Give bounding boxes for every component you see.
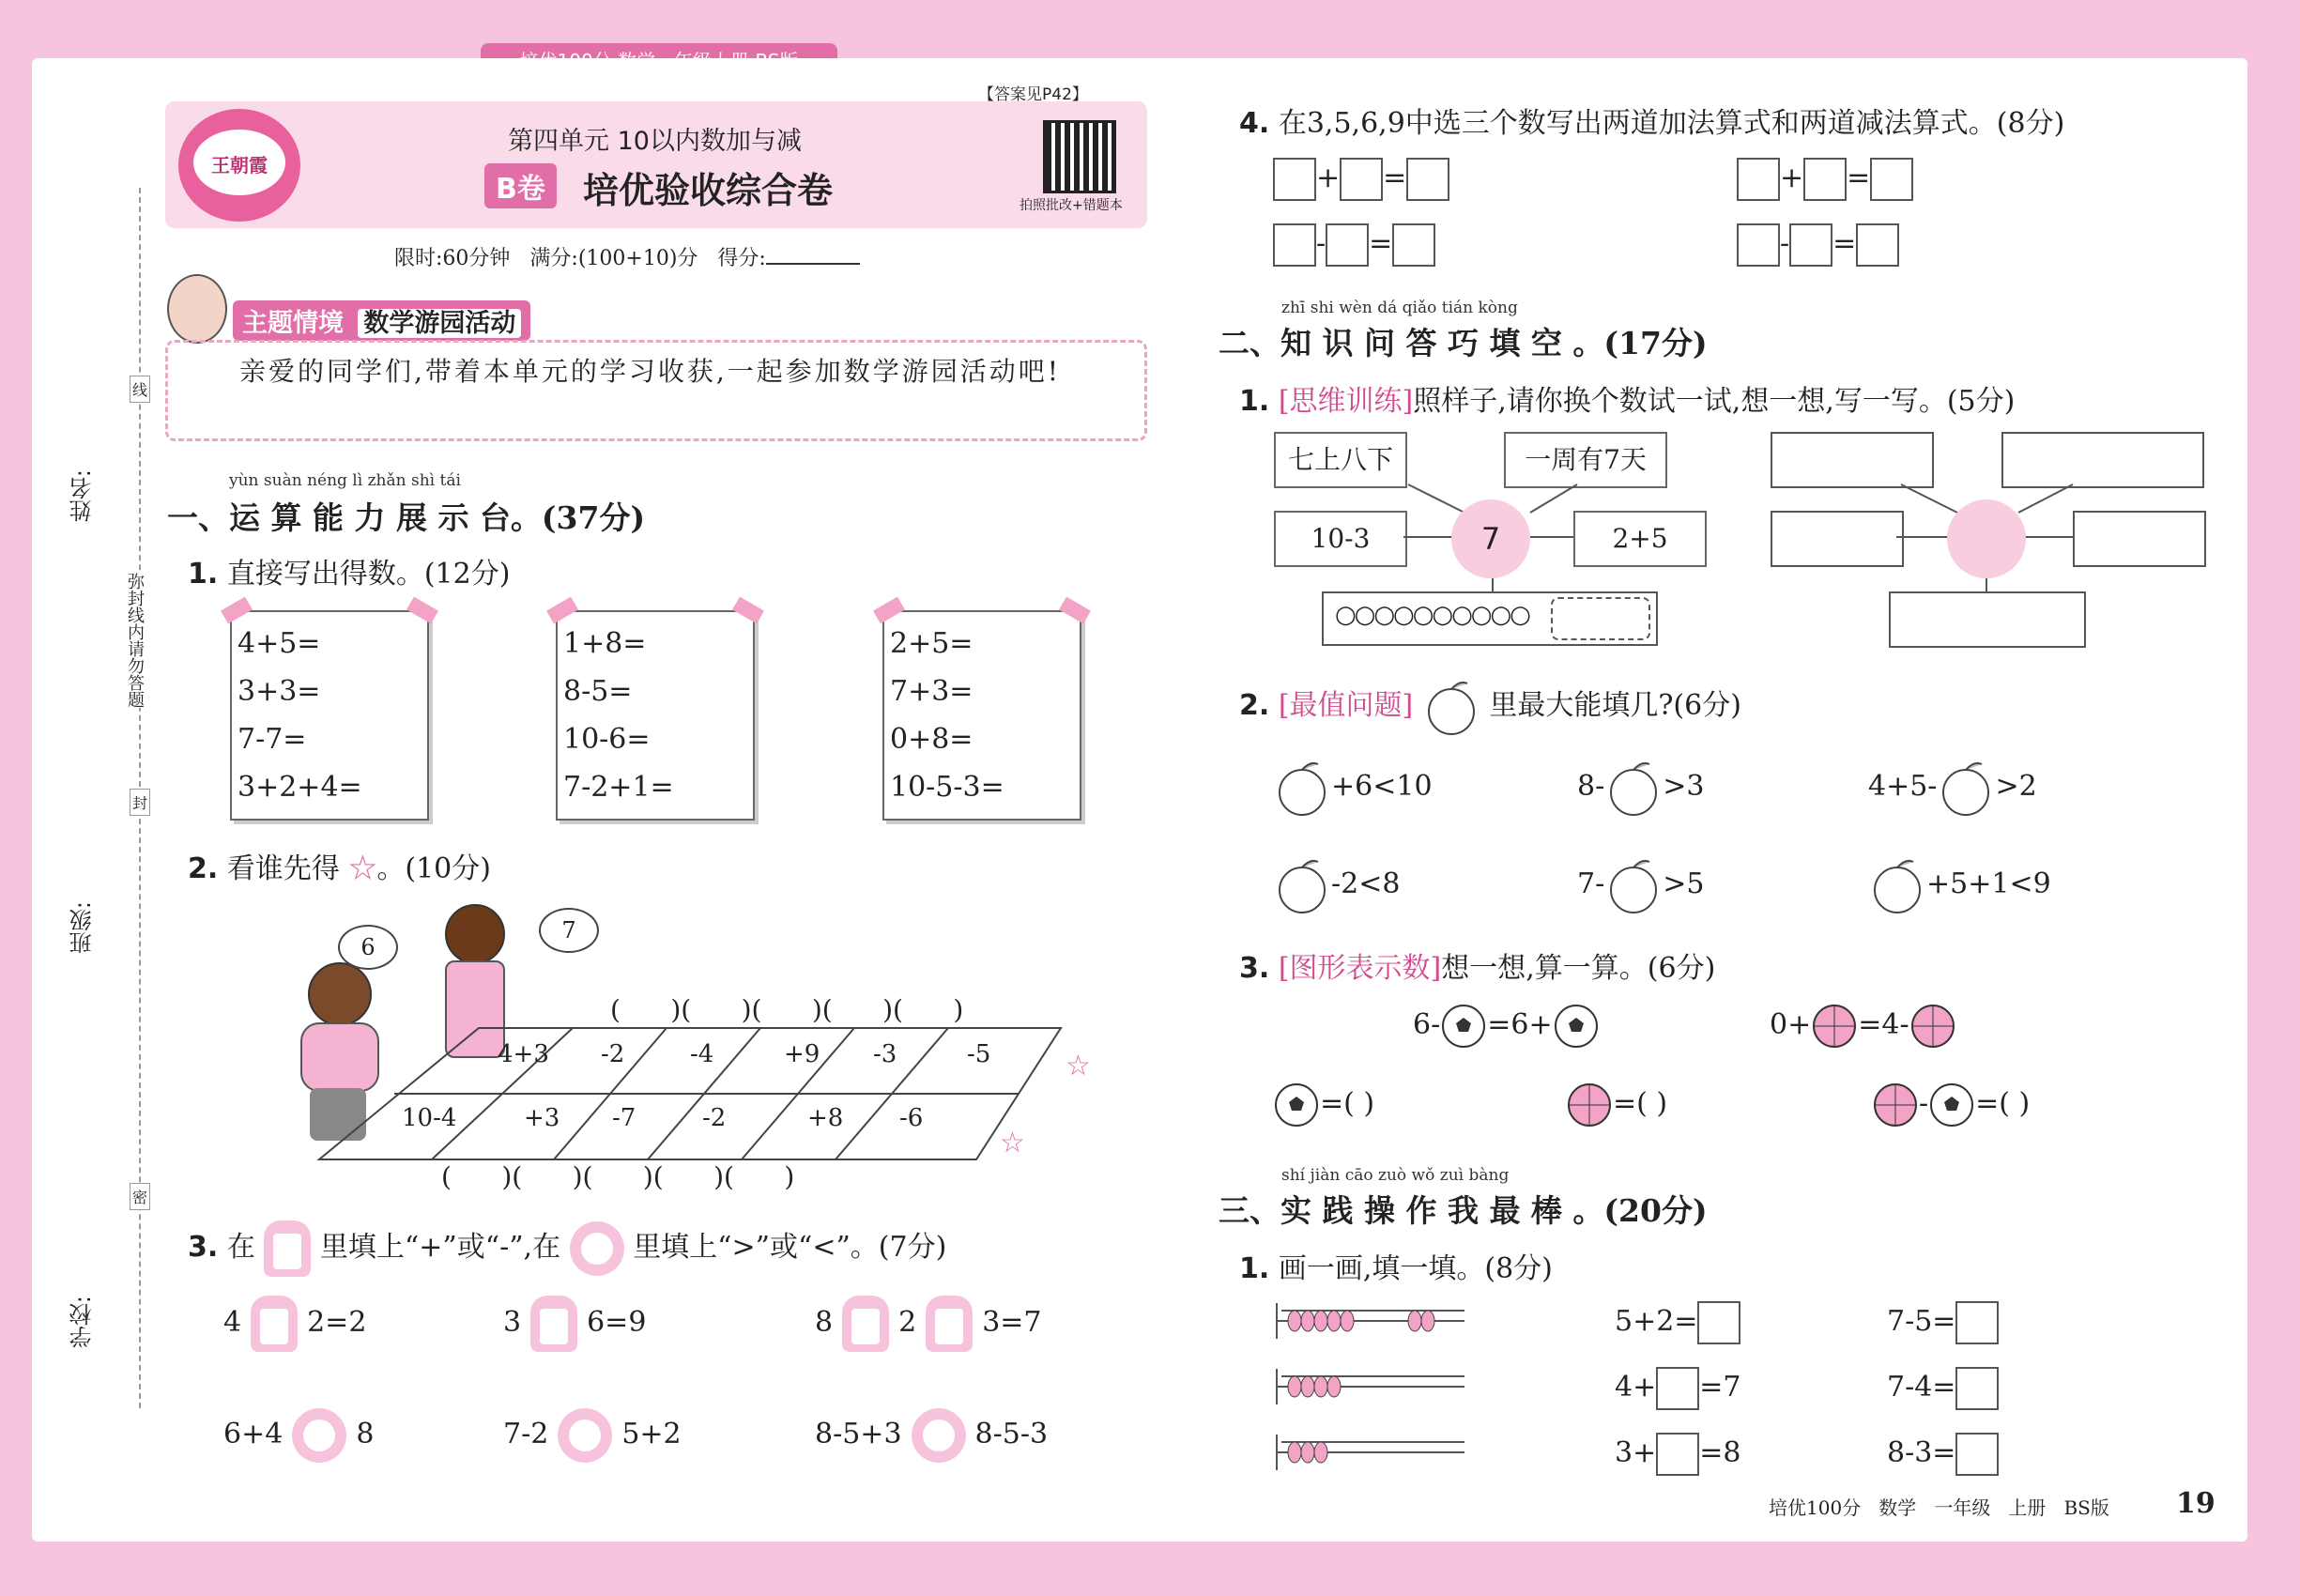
apple-eq: +5+1<9 xyxy=(1868,856,2051,914)
answer-box[interactable] xyxy=(1737,158,1780,201)
margin-seal-mark-2: 密 xyxy=(130,1183,150,1210)
star-icon-2: ☆ xyxy=(1000,1127,1025,1159)
flower-icon[interactable] xyxy=(292,1408,346,1463)
margin-notice: 弥封线内请勿答题 xyxy=(122,573,146,708)
grid-cell: +3 xyxy=(524,1104,560,1132)
qr-caption: 拍照批改+错题本 xyxy=(1020,198,1123,213)
drawing-equation: 7-4= xyxy=(1887,1367,1999,1410)
footer-text: 培优100分 数学 一年级 上册 BS版 xyxy=(1769,1496,2109,1519)
calc-item: 4+5= xyxy=(238,627,321,660)
center-circle: 7 xyxy=(1451,499,1530,578)
paper-label: B卷 xyxy=(484,163,557,208)
calc-item: 1+8= xyxy=(563,627,647,660)
ball-answer-3: - =( ) xyxy=(1872,1082,2030,1128)
apple-eq: +6<10 xyxy=(1273,759,1433,817)
apple-icon[interactable] xyxy=(1273,759,1331,817)
school-label: 学校: xyxy=(69,1296,96,1349)
theme-tag: 主题情境 数学游园活动 xyxy=(233,300,530,341)
grid-cell: -4 xyxy=(690,1040,714,1068)
grid-cell: -5 xyxy=(967,1040,991,1068)
dinosaur-icon xyxy=(264,1220,311,1277)
answer-box[interactable] xyxy=(1789,223,1832,267)
teacher-avatar xyxy=(167,274,227,344)
blank-equation: - = xyxy=(1273,223,1435,267)
apple-eq: 8- >3 xyxy=(1577,759,1704,817)
name-label: 姓名: xyxy=(69,469,96,523)
ball-answer-2: =( ) xyxy=(1566,1082,1667,1128)
s3-pinyin: shí jiàn cāo zuò wǒ zuì bàng xyxy=(1281,1166,1510,1185)
girl-bubble: 7 xyxy=(539,908,599,953)
s2-q3: 3. [图形表示数]想一想,算一算。(6分) xyxy=(1239,952,1716,985)
theme-box xyxy=(165,340,1147,441)
margin-line-mark: 线 xyxy=(130,376,150,403)
drawing-equation: 5+2= xyxy=(1615,1301,1740,1344)
example-box-3: 10-3 xyxy=(1274,511,1407,567)
flower-eq: 7-2 5+2 xyxy=(503,1408,682,1463)
answer-box[interactable] xyxy=(1955,1433,1999,1476)
calc-item: 8-5= xyxy=(563,675,633,708)
s1-q3: 3. 在 里填上“+”或“-”,在 里填上“>”或“<”。(7分) xyxy=(188,1220,946,1277)
s2-q1: 1. [思维训练]照样子,请你换个数试一试,想一想,写一写。(5分) xyxy=(1239,385,2016,418)
apple-icon xyxy=(1422,678,1480,736)
s2-q2: 2. [最值问题] 里最大能填几?(6分) xyxy=(1239,678,1741,736)
blank-equation: - = xyxy=(1737,223,1899,267)
calc-card xyxy=(556,610,755,821)
boy-bubble: 6 xyxy=(338,925,398,970)
star-icon-1: ☆ xyxy=(1066,1050,1091,1082)
apple-eq: -2<8 xyxy=(1273,856,1400,914)
apple-icon[interactable] xyxy=(1604,759,1663,817)
apple-icon[interactable] xyxy=(1273,856,1331,914)
answer-box[interactable] xyxy=(1697,1301,1740,1344)
apple-icon[interactable] xyxy=(1868,856,1926,914)
answer-ref: 【答案见P42】 xyxy=(978,85,1088,104)
calc-item: 7-2+1= xyxy=(563,771,674,804)
ball-eq-1: 6- =6+ xyxy=(1413,1003,1600,1050)
s2-title: 二、知 识 问 答 巧 填 空 。(17分) xyxy=(1219,325,1708,361)
answer-box[interactable] xyxy=(1955,1367,1999,1410)
dino-eq: 3 6=9 xyxy=(503,1296,646,1352)
grid-cell: -3 xyxy=(873,1040,897,1068)
unit-title: 第四单元 10以内数加与减 xyxy=(508,127,802,156)
soccer-ball-icon xyxy=(1928,1082,1975,1128)
calc-item: 7+3= xyxy=(890,675,974,708)
apple-icon[interactable] xyxy=(1937,759,1995,817)
soccer-ball-icon xyxy=(1553,1003,1600,1050)
grid-cell: +8 xyxy=(807,1104,844,1132)
example-box-1: 七上八下 xyxy=(1274,432,1407,488)
calc-item: 3+2+4= xyxy=(238,771,362,804)
grid-cell: -7 xyxy=(612,1104,636,1132)
answer-box[interactable] xyxy=(1273,223,1316,267)
apple-eq: 7- >5 xyxy=(1577,856,1704,914)
basketball-icon xyxy=(1872,1082,1919,1128)
blank-box-3 xyxy=(1771,511,1904,567)
answer-box[interactable] xyxy=(1392,223,1435,267)
grid-cell: -2 xyxy=(702,1104,727,1132)
calc-card xyxy=(882,610,1081,821)
answer-box[interactable] xyxy=(1326,223,1369,267)
s1-q1: 1. 直接写出得数。(12分) xyxy=(188,558,511,591)
apple-icon[interactable] xyxy=(1604,856,1663,914)
calc-card xyxy=(230,610,429,821)
basketball-icon xyxy=(1811,1003,1858,1050)
example-box-4: 2+5 xyxy=(1573,511,1707,567)
grid-cell: -2 xyxy=(601,1040,625,1068)
blank-box-1 xyxy=(1771,432,1934,488)
basketball-icon xyxy=(1566,1082,1613,1128)
s2-pinyin: zhī shi wèn dá qiǎo tián kòng xyxy=(1281,299,1518,317)
grid-cell: +9 xyxy=(784,1040,820,1068)
grid-cell: 10-4 xyxy=(402,1104,457,1132)
example-box-2: 一周有7天 xyxy=(1504,432,1667,488)
drawing-equation: 7-5= xyxy=(1887,1301,1999,1344)
answer-box[interactable] xyxy=(1273,158,1316,201)
s1-q4: 4. 在3,5,6,9中选三个数写出两道加法算式和两道减法算式。(8分) xyxy=(1239,107,2065,140)
blank-center-circle xyxy=(1947,499,2026,578)
s1-title: 一、运 算 能 力 展 示 台。(37分) xyxy=(167,499,646,536)
calc-item: 2+5= xyxy=(890,627,974,660)
theme-text: 亲爱的同学们,带着本单元的学习收获,一起参加数学游园活动吧! xyxy=(239,356,1062,387)
s3-q1: 1. 画一画,填一填。(8分) xyxy=(1239,1252,1553,1285)
theme-name: 数学游园活动 xyxy=(358,309,521,338)
answer-box[interactable] xyxy=(1803,158,1847,201)
binding-margin xyxy=(69,188,150,1408)
answer-box[interactable] xyxy=(1856,223,1899,267)
abacus-figure xyxy=(1272,1296,1469,1483)
calc-item: 7-7= xyxy=(238,723,307,756)
blank-box-5 xyxy=(1889,591,2086,648)
dinosaur-icon[interactable] xyxy=(251,1296,298,1352)
s1-pinyin: yùn suàn néng lì zhǎn shì tái xyxy=(229,471,461,490)
limits-row: 限时:60分钟 满分:(100+10)分 得分: xyxy=(394,242,860,271)
flower-icon xyxy=(570,1221,624,1276)
calc-item: 10-6= xyxy=(563,723,651,756)
ball-answer-1: =( ) xyxy=(1273,1082,1374,1128)
answer-box[interactable] xyxy=(1870,158,1913,201)
dinosaur-icon[interactable] xyxy=(842,1296,889,1352)
grid-cell: 4+3 xyxy=(498,1040,549,1068)
s1-q2: 2. 看谁先得 ☆。(10分) xyxy=(188,852,491,885)
dinosaur-icon[interactable] xyxy=(926,1296,973,1352)
top-paren: ( )( )( )( )( ) xyxy=(610,994,964,1025)
calc-item: 0+8= xyxy=(890,723,974,756)
flower-eq: 6+4 8 xyxy=(223,1408,374,1463)
answer-box[interactable] xyxy=(1656,1433,1699,1476)
answer-box[interactable] xyxy=(1340,158,1383,201)
ball-eq-2: 0+ =4- xyxy=(1770,1003,1956,1050)
logo: 王朝霞 xyxy=(178,109,300,222)
answer-box[interactable] xyxy=(1737,223,1780,267)
margin-seal-mark: 封 xyxy=(130,789,150,816)
page-number: 19 xyxy=(2176,1487,2216,1520)
drawing-equation: 3+ =8 xyxy=(1615,1433,1740,1476)
bottom-paren: ( )( )( )( )( ) xyxy=(441,1161,795,1192)
flower-icon[interactable] xyxy=(558,1408,612,1463)
soccer-ball-icon xyxy=(1273,1082,1320,1128)
blank-box-4 xyxy=(2073,511,2206,567)
calc-item: 3+3= xyxy=(238,675,321,708)
soccer-ball-icon xyxy=(1440,1003,1487,1050)
flower-eq: 8-5+3 8-5-3 xyxy=(815,1408,1048,1463)
answer-box[interactable] xyxy=(1955,1301,1999,1344)
dinosaur-icon[interactable] xyxy=(530,1296,577,1352)
class-label: 班级: xyxy=(69,901,96,955)
blank-equation: + = xyxy=(1273,158,1449,201)
basketball-icon xyxy=(1909,1003,1956,1050)
s3-title: 三、实 践 操 作 我 最 棒 。(20分) xyxy=(1219,1192,1708,1229)
dino-eq: 4 2=2 xyxy=(223,1296,366,1352)
answer-box[interactable] xyxy=(1656,1367,1699,1410)
flower-icon[interactable] xyxy=(912,1408,966,1463)
qr-code xyxy=(1043,120,1116,193)
drawing-equation: 4+ =7 xyxy=(1615,1367,1740,1410)
apple-eq: 4+5- >2 xyxy=(1868,759,2037,817)
circle-count-box: ○○○○○○○○○○ xyxy=(1322,591,1658,646)
answer-box[interactable] xyxy=(1406,158,1449,201)
dino-eq: 8 2 3=7 xyxy=(815,1296,1042,1352)
blank-box-2 xyxy=(2001,432,2204,488)
paper-title: 培优验收综合卷 xyxy=(583,170,834,211)
blank-equation: + = xyxy=(1737,158,1913,201)
calc-item: 10-5-3= xyxy=(890,771,1004,804)
star-icon: ☆ xyxy=(348,852,377,885)
grid-cell: -6 xyxy=(899,1104,924,1132)
drawing-equation: 8-3= xyxy=(1887,1433,1999,1476)
title-banner xyxy=(165,101,1147,228)
